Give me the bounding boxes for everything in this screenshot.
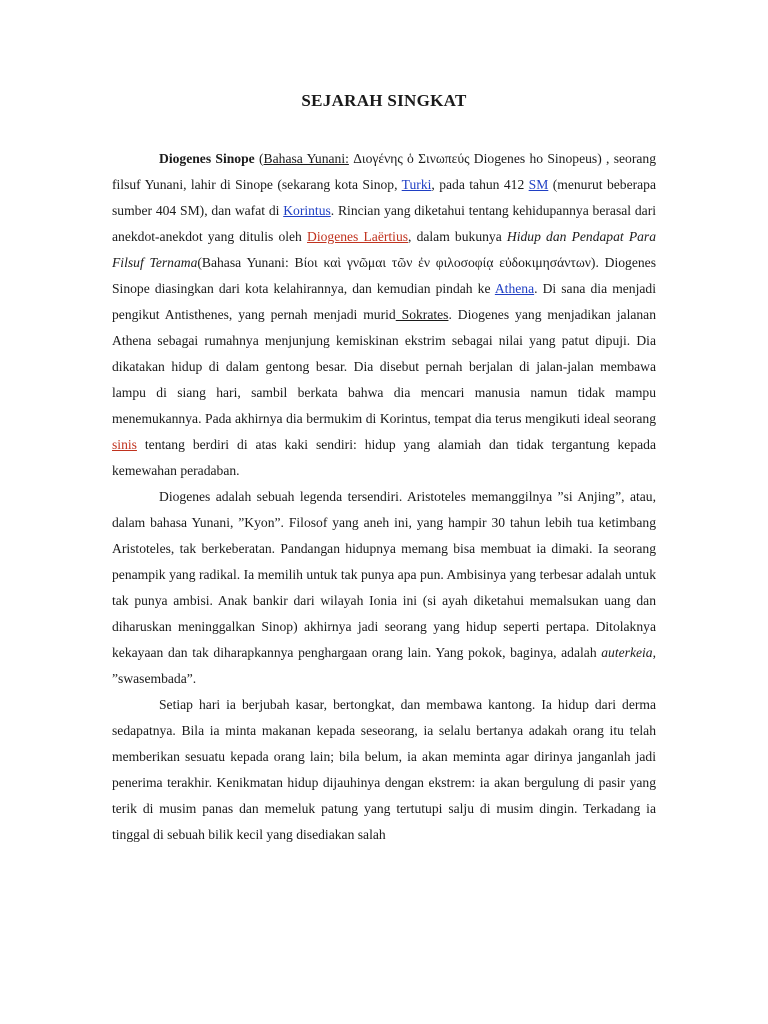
text-run: (menurut beberapa sumber 404 SM), dan wafat di [112,177,656,218]
book-title: Hidup dan Pendapat Para Filsuf Ternama [112,229,657,270]
text-run: Diogenes adalah sebuah legenda tersendiri. Aristoteles memanggilnya ”si Anjing”, atau, dalam bahasa Yunani, ”Kyon”. Filosof yang aneh ini, yang hampir 30 tahun lebih tua ketimbang Aristoteles, tak berkeberatan. Pandangan hidupnya memang bisa membuat ia dimaki. Ia seorang penampik yang radikal. Ia memilih untuk tak punya apa pun. Ambisinya yang terbesar adalah untuk tak punya ambisi. Anak bankir dari wilayah Ionia ini (si ayah diketahui memalsukan uang dan diharuskan meninggalkan Sinop) akhirnya jadi seorang yang hidup seperti pertapa. Ditolaknya kekayaan dan tak diharapkannya penghargaan orang lain. Yang pokok, baginya, adalah [112,489,656,660]
link-sokrates[interactable]: Sokrates [395,307,449,322]
document-body [112,146,656,848]
link-bahasa-yunani[interactable]: Bahasa Yunani: [263,151,349,166]
link-athena[interactable]: Athena [494,281,535,296]
paragraph-2 [112,484,656,692]
link-korintus[interactable]: Korintus [283,203,331,218]
text-run: Διογένης ὁ Σινωπεύς Diogenes ho Sinopeus) , seorang filsuf Yunani, lahir di Sinope (sekarang kota Sinop, [112,151,656,192]
text-run: , pada tahun 412 [431,177,529,192]
link-diogenes-laertius[interactable]: Diogenes Laërtius [307,229,409,244]
paragraph-1 [112,146,656,484]
text-run: (Bahasa Yunani: Βίοι καὶ γνῶμαι τῶν ἐν φιλοσοφίᾳ εὐδοκιμησάντων). Diogenes Sinope diasingkan dari kota kelahirannya, dan kemudian pindah ke [112,255,656,296]
text-run: tentang berdiri di atas kaki sendiri: hidup yang alamiah dan tidak tergantung kepada kemewahan peradaban. [112,437,656,478]
term-auterkeia: auterkeia [601,645,653,660]
link-sinis[interactable]: sinis [112,437,137,452]
text-run: , dalam bukunya [408,229,507,244]
page-title: SEJARAH SINGKAT [301,91,467,110]
text-run: ( [254,151,264,166]
text-run: . Di sana dia menjadi pengikut Antisthenes, yang pernah menjadi murid [112,281,656,322]
text-run: . Diogenes yang menjadikan jalanan Athena sebagai rumahnya menjunjung kemiskinan ekstrim sebagai nilai yang patut dipuji. Dia dikatakan hidup di dalam gentong besar. Dia disebut pernah berjalan di jalan-jalan membawa lampu di siang hari, sambil berkata bahwa dia mencari manusia namun tidak mampu menemukannya. Pada akhirnya dia bermukim di Korintus, tempat dia terus mengikuti ideal seorang [112,307,657,426]
text-run: , ”swasembada”. [112,645,656,686]
link-turki[interactable]: Turki [401,177,432,192]
link-sm[interactable]: SM [528,177,549,192]
text-run: . Rincian yang diketahui tentang kehidupannya berasal dari anekdot-anekdot yang ditulis oleh [112,203,656,244]
subject-name: Diogenes Sinope [159,151,255,166]
text-run: Setiap hari ia berjubah kasar, bertongkat, dan membawa kantong. Ia hidup dari derma sedapatnya. Bila ia minta makanan kepada seseorang, ia selalu bertanya adakah orang itu telah memberikan sesuatu kepada orang lain; bila belum, ia akan meminta agar dirinya janganlah jadi penerima terakhir. Kenikmatan hidup dijauhinya dengan ekstrem: ia akan bergulung di pasir yang terik di musim panas dan memeluk patung yang tertutupi salju di musim dingin. Terkadang ia tinggal di sebuah bilik kecil yang disediakan salah [112,697,656,842]
paragraph-3 [112,692,656,848]
